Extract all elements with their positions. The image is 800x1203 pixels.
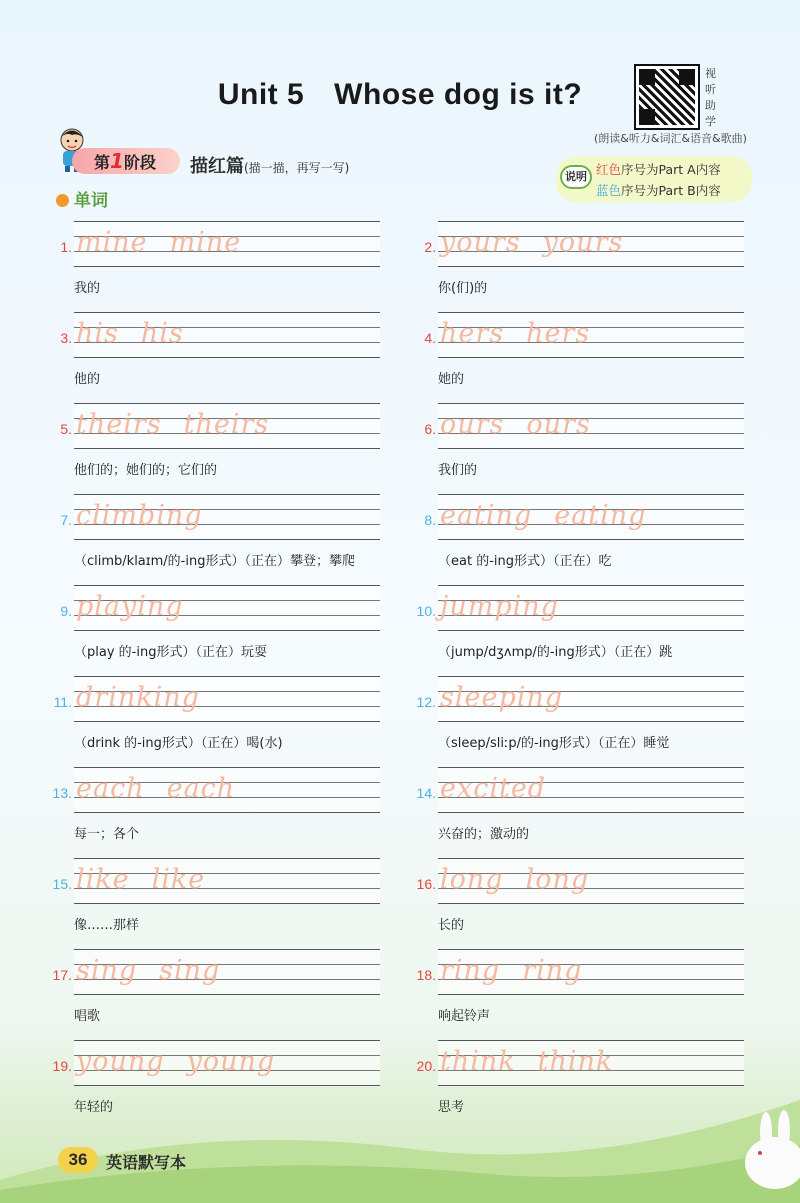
item-number: 9.	[60, 603, 72, 619]
word-meaning: （eat 的-ing形式）（正在）吃	[438, 554, 612, 569]
item-number: 10.	[416, 603, 436, 619]
item-number: 4.	[424, 330, 436, 346]
trace-word-text: ours	[440, 409, 505, 440]
trace-word-text: theirs	[76, 409, 162, 440]
trace-word-text: think	[537, 1046, 614, 1077]
qr-code[interactable]	[634, 64, 700, 130]
unit-label: Unit 5	[217, 78, 305, 111]
trace-word-text: like	[76, 864, 130, 895]
item-number: 11.	[53, 694, 72, 710]
trace-word-text: mine	[76, 227, 148, 258]
word-meaning: 我的	[74, 281, 101, 296]
word-item	[410, 312, 750, 392]
word-meaning: 他们的；她们的；它们的	[74, 463, 218, 478]
trace-word-text: eating	[554, 500, 647, 531]
trace-word	[76, 227, 241, 258]
trace-word	[440, 864, 589, 895]
trace-word	[440, 227, 623, 258]
trace-word-text: drinking	[76, 682, 200, 713]
trace-word-text: ring	[440, 955, 501, 986]
item-number: 5.	[60, 421, 72, 437]
trace-word	[76, 591, 184, 622]
word-item	[410, 858, 750, 938]
stage-hint: (描一描，再写一写)	[244, 161, 350, 175]
word-meaning: 像……那样	[74, 918, 140, 933]
word-meaning: 兴奋的；激动的	[438, 827, 530, 842]
trace-word	[76, 409, 269, 440]
trace-word-text: each	[166, 773, 236, 804]
word-item	[46, 585, 386, 665]
item-number: 18.	[416, 967, 436, 983]
word-meaning: 唱歌	[74, 1009, 101, 1024]
item-number: 7.	[60, 512, 72, 528]
qr-pattern	[639, 69, 695, 125]
item-number: 3.	[60, 330, 72, 346]
item-number: 14.	[416, 785, 436, 801]
word-item	[410, 949, 750, 1029]
item-number: 1.	[60, 239, 72, 255]
trace-word-text: his	[140, 318, 184, 349]
word-item	[46, 949, 386, 1029]
word-item	[46, 858, 386, 938]
stage-name-text: 描红篇	[190, 156, 244, 177]
trace-word	[440, 955, 582, 986]
trace-word	[440, 773, 546, 804]
trace-word-text: think	[440, 1046, 516, 1077]
trace-word-text: sing	[159, 955, 221, 986]
orange-dot-icon	[56, 194, 69, 207]
trace-word	[76, 773, 235, 804]
word-meaning: 她的	[438, 372, 465, 387]
trace-word	[76, 864, 205, 895]
trace-word-text: young	[76, 1046, 165, 1077]
trace-word-text: eating	[440, 500, 533, 531]
word-meaning: （play 的-ing形式）（正在）玩耍	[74, 645, 267, 660]
item-number: 12.	[416, 694, 436, 710]
note-badge: 说明	[560, 165, 592, 189]
trace-word	[76, 682, 200, 713]
trace-word-text: playing	[76, 591, 184, 622]
trace-word-text: like	[151, 864, 206, 895]
trace-word-text: sleeping	[440, 682, 564, 713]
word-meaning: 他的	[74, 372, 101, 387]
note-red-rest: 序号为Part A内容	[621, 162, 721, 177]
note-line-red	[596, 160, 721, 178]
section-heading	[56, 186, 108, 211]
note-blue-rest: 序号为Part B内容	[621, 183, 721, 198]
trace-word-text: hers	[440, 318, 505, 349]
word-item	[410, 494, 750, 574]
grass-bunny-decoration-icon	[0, 1060, 800, 1203]
word-item	[46, 767, 386, 847]
word-meaning: 我们的	[438, 463, 478, 478]
word-item	[46, 312, 386, 392]
note-red-word: 红色	[596, 162, 622, 177]
trace-word-text: mine	[169, 227, 242, 258]
word-item	[410, 403, 750, 483]
trace-word-text: yours	[542, 227, 624, 258]
trace-word-text: climbing	[76, 500, 203, 531]
word-meaning: 思考	[438, 1100, 465, 1115]
trace-word	[76, 318, 184, 349]
item-number: 19.	[52, 1058, 72, 1074]
trace-word-text: each	[76, 773, 145, 804]
trace-word-text: ours	[526, 409, 591, 440]
word-meaning: 每一；各个	[74, 827, 140, 842]
word-meaning: 你(们)的	[438, 281, 488, 296]
trace-word-text: ring	[522, 955, 583, 986]
trace-word-text: long	[440, 864, 504, 895]
word-item	[410, 767, 750, 847]
word-meaning: （jump/dʒʌmp/的-ing形式）（正在）跳	[438, 645, 673, 660]
book-title: 英语默写本	[106, 1153, 187, 1172]
stage-number: 1	[110, 149, 124, 173]
item-number: 13.	[52, 785, 72, 801]
trace-word	[440, 409, 591, 440]
stage-prefix: 第	[94, 153, 111, 172]
trace-word	[440, 682, 563, 713]
qr-caption: (朗读&听力&词汇&语音&歌曲)	[594, 132, 747, 145]
trace-word	[440, 500, 646, 531]
item-number: 2.	[424, 239, 436, 255]
item-number: 15.	[52, 876, 72, 892]
word-meaning: （drink 的-ing形式）（正在）喝(水)	[74, 736, 283, 751]
trace-word	[76, 500, 203, 531]
item-number: 16.	[416, 876, 436, 892]
trace-word-text: his	[76, 318, 119, 349]
stage-suffix: 阶段	[123, 153, 156, 172]
word-meaning: （sleep/sliːp/的-ing形式）（正在）睡觉	[438, 736, 670, 751]
word-item	[46, 221, 386, 301]
trace-word-text: hers	[526, 318, 591, 349]
word-item	[410, 585, 750, 665]
word-item	[46, 494, 386, 574]
note-line-blue	[596, 181, 721, 199]
item-number: 17.	[52, 967, 72, 983]
qr-side-text: 视听助学	[705, 67, 716, 128]
word-item	[410, 221, 750, 301]
word-meaning: （climb/klaɪm/的-ing形式）（正在）攀登；攀爬	[74, 554, 355, 569]
item-number: 6.	[424, 421, 436, 437]
word-meaning: 年轻的	[74, 1100, 114, 1115]
trace-word	[440, 318, 590, 349]
trace-word-text: long	[525, 864, 590, 895]
trace-word-text: theirs	[183, 409, 270, 440]
trace-word-text: sing	[76, 955, 138, 986]
trace-word-text: yours	[440, 227, 521, 258]
item-number: 8.	[424, 512, 436, 528]
note-blue-word: 蓝色	[596, 183, 622, 198]
trace-word	[440, 591, 559, 622]
section-heading-text: 单词	[74, 191, 108, 211]
item-number: 20.	[416, 1058, 436, 1074]
word-meaning: 长的	[438, 918, 465, 933]
trace-word-text: excited	[440, 773, 547, 804]
stage-badge	[72, 148, 180, 174]
word-item	[410, 676, 750, 756]
word-item	[46, 676, 386, 756]
word-meaning: 响起铃声	[438, 1009, 491, 1024]
trace-word-text: jumping	[440, 591, 559, 622]
trace-word-text: young	[186, 1046, 276, 1077]
trace-word	[76, 955, 220, 986]
word-item	[46, 403, 386, 483]
unit-title: Whose dog is it?	[334, 78, 583, 111]
page-number: 36	[58, 1147, 98, 1173]
stage-name	[190, 152, 349, 178]
